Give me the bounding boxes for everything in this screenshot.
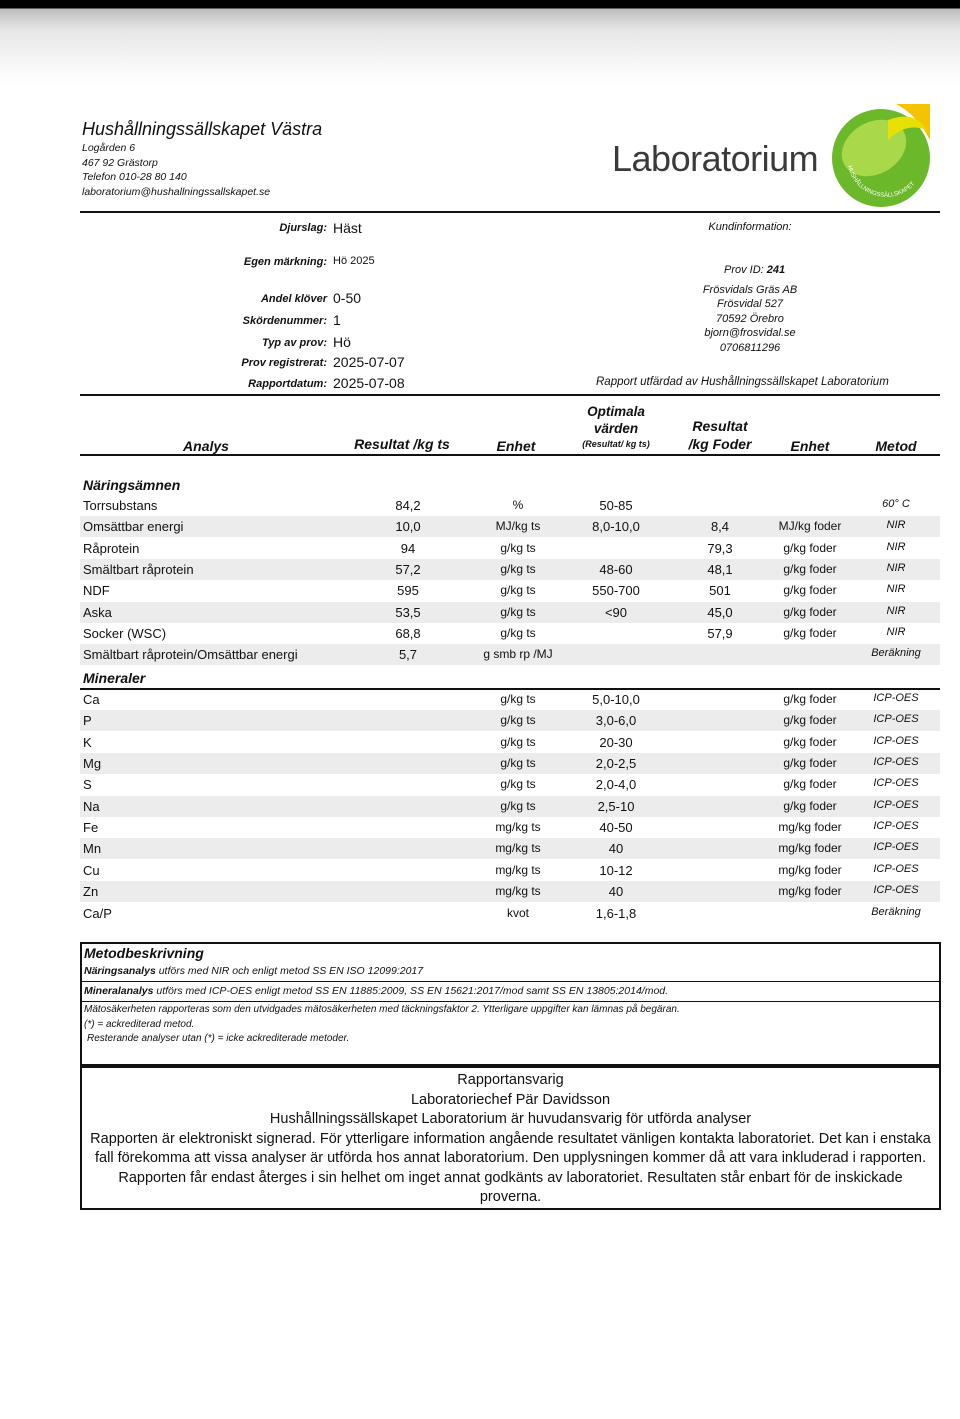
cell-opt: 1,6-1,8 (595, 905, 637, 921)
cell-unit: g/kg ts (500, 540, 536, 555)
table-row (80, 689, 940, 710)
cell-unit: g/kg ts (500, 777, 536, 792)
registrerat-label: Prov registrerat: (241, 357, 327, 369)
cell-res: 94 (400, 540, 416, 556)
cell-res: 10,0 (395, 519, 421, 535)
cell-res2: 8,4 (710, 519, 730, 535)
cell-unit2: g/kg foder (783, 562, 837, 577)
cell-name: P (83, 713, 92, 729)
cell-name: S (83, 777, 92, 793)
cell-res: 5,7 (398, 647, 418, 663)
rapportdatum-label: Rapportdatum: (248, 378, 327, 390)
responsible-title: Rapportansvarig (457, 1072, 564, 1088)
cell-unit2: g/kg foder (783, 626, 837, 641)
table-row (80, 516, 940, 537)
cell-met: ICP-OES (873, 777, 919, 790)
cell-opt: 40 (608, 884, 624, 900)
cell-unit2: g/kg foder (783, 692, 837, 706)
skord-value: 1 (333, 312, 341, 328)
responsible-person: Laboratoriechef Pär Davidsson (410, 1091, 611, 1108)
cell-unit: g/kg ts (500, 604, 536, 619)
method-note-3: Resterande analyser utan (*) = icke ackrediterade metoder. (87, 1033, 350, 1044)
cell-res: 57,2 (395, 562, 421, 578)
table-row (80, 796, 940, 817)
laboratorium-wordmark: Laboratorium (612, 138, 819, 179)
cell-res2: 45,0 (707, 604, 733, 620)
cell-opt: <90 (604, 604, 628, 620)
cell-res2: 79,3 (707, 540, 733, 556)
cell-opt: 10-12 (599, 862, 633, 878)
cell-opt: 50-85 (599, 498, 633, 513)
customer-email: bjorn@frosvidal.se (704, 327, 796, 339)
cell-name: NDF (83, 583, 110, 599)
cell-name: Socker (WSC) (83, 626, 167, 642)
org-address2: 467 92 Grästorp (82, 157, 158, 169)
col-optimala-2: värden (593, 421, 639, 436)
cell-name: Smältbart råprotein (83, 562, 194, 578)
customer-city: 70592 Örebro (716, 313, 784, 325)
cell-unit2: mg/kg foder (778, 820, 842, 835)
header-divider (80, 211, 940, 213)
table-row (80, 732, 940, 753)
cell-opt: 8,0-10,0 (592, 519, 640, 535)
cell-name: Mn (83, 841, 102, 857)
typ-value: Hö (333, 334, 351, 350)
cell-unit: g/kg ts (500, 798, 536, 813)
issued-by: Rapport utfärdad av Hushållningssällskapet Laboratorium (596, 376, 889, 388)
logo-arc-text: HUSHÅLLNINGSSÄLLSKAPET (845, 164, 917, 199)
cell-met: ICP-OES (873, 713, 919, 726)
cell-name: Smältbart råprotein/Omsättbar energi (83, 647, 298, 663)
cell-name: Torrsubstans (83, 498, 158, 513)
col-enhet2: Enhet (790, 438, 830, 454)
cell-met: NIR (886, 583, 906, 596)
cell-met: ICP-OES (873, 798, 919, 811)
org-email: laboratorium@hushallningssallskapet.se (82, 186, 271, 198)
org-phone: Telefon 010-28 80 140 (82, 171, 187, 183)
skord-label: Skördenummer: (242, 315, 327, 327)
cell-unit: g/kg ts (500, 756, 536, 771)
cell-unit2: mg/kg foder (778, 841, 842, 856)
klover-value: 0-50 (333, 290, 362, 306)
cell-res: 68,8 (395, 626, 421, 642)
cell-name: Ca (83, 692, 100, 707)
cell-unit: g/kg ts (500, 562, 536, 577)
table-row (80, 602, 940, 623)
cell-name: Råprotein (83, 540, 140, 556)
cell-unit: mg/kg ts (495, 820, 541, 835)
table-row (80, 753, 940, 774)
cell-name: Zn (83, 884, 99, 900)
col-optimala-3: (Resultat/ kg ts) (582, 439, 650, 449)
col-optimala-1: Optimala (587, 404, 645, 419)
cell-unit2: mg/kg foder (778, 884, 842, 899)
cell-met: Beräkning (871, 647, 921, 660)
cell-res: 53,5 (395, 604, 421, 620)
cell-res2: 57,9 (707, 626, 733, 642)
djurslag-value: Häst (333, 220, 362, 236)
cell-unit: mg/kg ts (495, 862, 541, 877)
cell-met: NIR (886, 604, 906, 617)
table-row (80, 881, 940, 902)
col-analys: Analys (183, 438, 229, 454)
cell-unit2: g/kg foder (783, 583, 837, 598)
cell-name: Mg (83, 756, 102, 772)
cell-res: 84,2 (395, 498, 421, 513)
viewer-top-bar (0, 0, 960, 90)
method-box (80, 942, 941, 1066)
cell-unit2: g/kg foder (783, 798, 837, 813)
provid-label: Prov ID: (724, 264, 764, 276)
cell-unit: g/kg ts (500, 692, 536, 706)
min-label: Mineralanalys (84, 985, 154, 997)
typ-label: Typ av prov: (262, 337, 327, 349)
cell-met: NIR (886, 562, 906, 575)
cell-unit2: g/kg foder (783, 713, 837, 728)
org-name: Hushållningssällskapet Västra (82, 119, 323, 139)
cell-met: ICP-OES (873, 884, 919, 897)
cell-unit: g/kg ts (500, 626, 536, 641)
cell-unit: mg/kg ts (495, 884, 541, 899)
table-row (80, 623, 940, 644)
org-address1: Logården 6 (82, 142, 136, 154)
cell-opt: 550-700 (592, 583, 640, 599)
cell-res: 595 (397, 583, 419, 599)
djurslag-label: Djurslag: (279, 222, 327, 234)
cell-met: ICP-OES (873, 734, 919, 747)
laboratorium-logo-icon (826, 100, 936, 210)
table-row (80, 538, 940, 559)
cell-met: ICP-OES (873, 756, 919, 769)
cell-unit: g/kg ts (500, 713, 536, 728)
cell-res2: 48,1 (707, 562, 733, 578)
cell-unit: MJ/kg ts (495, 519, 541, 534)
table-row (80, 838, 940, 859)
cell-unit2: MJ/kg foder (778, 519, 842, 534)
responsible-statement: Hushållningssällskapet Laboratorium är huvudansvarig för utförda analyser (269, 1111, 752, 1127)
cell-opt: 3,0-6,0 (595, 713, 637, 729)
table-row (80, 644, 940, 665)
col-resultat2-b: /kg Foder (688, 436, 752, 452)
cell-opt: 2,0-2,5 (595, 756, 637, 772)
method-title: Metodbeskrivning (84, 945, 204, 961)
table-row (80, 817, 940, 838)
egen-label: Egen märkning: (243, 256, 327, 268)
cell-met: Beräkning (871, 905, 921, 918)
egen-value: Hö 2025 (333, 255, 375, 267)
cell-unit2: g/kg foder (783, 777, 837, 792)
cell-met: ICP-OES (873, 841, 919, 854)
method-divider-1 (82, 981, 939, 982)
cell-opt: 48-60 (599, 562, 633, 578)
responsible-body: Rapporten är elektroniskt signerad. För ytterligare information angående resultatet vänligen kontakta laboratoriet. Det kan i enstaka fall förekomma att vissa analyser är utförda hos annat laboratorium. Den upplysningen kommer då att vara inkluderad i rapporten. Rapporten får endast återges i sin helhet om inget annat godkänts av laboratoriet. Resultaten står enbart för de inskickade proverna. (90, 1130, 931, 1205)
table-row (80, 903, 940, 924)
cell-name: K (83, 734, 92, 750)
method-divider-2 (82, 1001, 939, 1002)
table-row (80, 710, 940, 731)
cell-unit2: g/kg foder (783, 756, 837, 771)
cell-opt: 2,5-10 (597, 798, 635, 814)
kundinformation-heading: Kundinformation: (708, 221, 792, 233)
col-metod: Metod (875, 438, 917, 454)
table-top-divider (80, 394, 940, 396)
cell-met: NIR (886, 626, 906, 639)
cell-met: ICP-OES (873, 862, 919, 875)
cell-name: Cu (83, 862, 100, 878)
provid (724, 264, 785, 276)
min-text: utförs med ICP-OES enligt metod SS EN 11885:2009, SS EN 15621:2017/mod samt SS EN 13805:2014/mod. (156, 985, 669, 997)
customer-company: Frösvidals Gräs AB (702, 284, 798, 296)
table-row (80, 495, 940, 516)
cell-name: Na (83, 798, 100, 814)
cell-opt: 5,0-10,0 (592, 692, 640, 707)
klover-label: Andel klöver (260, 293, 327, 305)
col-resultat2-a: Resultat (692, 418, 748, 434)
cell-unit2: g/kg foder (783, 604, 837, 619)
cell-name: Fe (83, 820, 99, 836)
cell-res2: 501 (709, 583, 731, 599)
nir-text: utförs med NIR och enligt metod SS EN ISO 12099:2017 (158, 965, 424, 977)
method-note-2: (*) = ackrediterad metod. (84, 1019, 195, 1030)
responsible-box (80, 1066, 941, 1210)
section-mineraler: Mineraler (83, 670, 146, 686)
cell-met: ICP-OES (873, 820, 919, 833)
rapportdatum-value: 2025-07-08 (333, 375, 405, 391)
provid-value: 241 (766, 264, 786, 276)
cell-unit: g/kg ts (500, 734, 536, 749)
cell-met: ICP-OES (873, 692, 919, 704)
cell-met: NIR (886, 540, 906, 553)
cell-met: 60° C (882, 498, 910, 510)
col-resultat: Resultat /kg ts (354, 436, 450, 452)
cell-unit2: g/kg foder (783, 734, 837, 749)
cell-name: Ca/P (83, 905, 112, 921)
table-row (80, 580, 940, 601)
method-note-1: Mätosäkerheten rapporteras som den utvidgades mätosäkerheten med täckningsfaktor 2. Ytterligare uppgifter kan lämnas på begäran. (84, 1004, 680, 1015)
table-row (80, 774, 940, 795)
cell-name: Aska (83, 604, 112, 620)
customer-phone: 0706811296 (719, 342, 781, 354)
table-row (80, 860, 940, 881)
cell-opt: 40 (608, 841, 624, 857)
section-naringsamnen: Näringsämnen (83, 477, 181, 493)
cell-unit: g smb rp /MJ (483, 647, 553, 662)
customer-street: Frösvidal 527 (716, 298, 784, 310)
cell-opt: 20-30 (599, 734, 633, 750)
header-row-divider (80, 454, 940, 456)
cell-opt: 2,0-4,0 (595, 777, 637, 793)
cell-met: NIR (886, 519, 906, 532)
col-enhet: Enhet (496, 438, 536, 454)
cell-unit: mg/kg ts (495, 841, 541, 856)
nir-label: Näringsanalys (84, 965, 156, 977)
cell-unit: kvot (506, 905, 529, 920)
cell-unit: % (512, 498, 524, 512)
cell-unit2: g/kg foder (783, 540, 837, 555)
cell-unit2: mg/kg foder (778, 862, 842, 877)
cell-name: Omsättbar energi (83, 519, 184, 535)
table-row (80, 559, 940, 580)
cell-opt: 40-50 (599, 820, 633, 836)
registrerat-value: 2025-07-07 (333, 354, 405, 370)
cell-unit: g/kg ts (500, 583, 536, 598)
